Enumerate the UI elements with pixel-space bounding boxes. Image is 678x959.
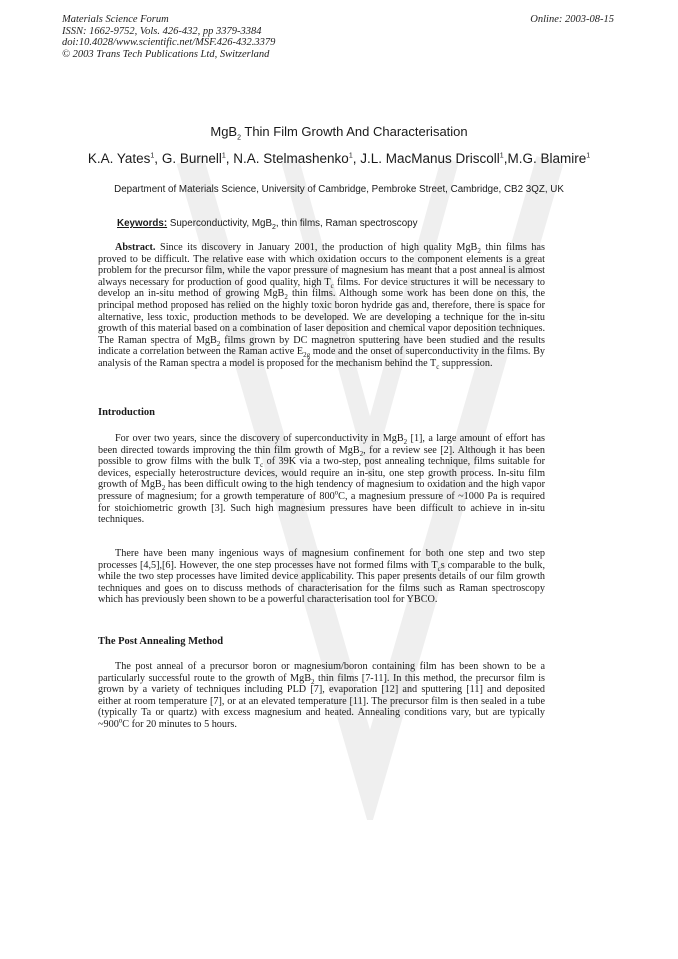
doi-link[interactable]: doi:10.4028/www.scientific.net/MSF.426-432.3379	[62, 37, 276, 48]
issn-line: ISSN: 1662-9752, Vols. 426-432, pp 3379-3384	[62, 25, 262, 37]
author-name: K.A. Yates$^1$	[87, 151, 155, 166]
journal-name: Materials Science Forum	[62, 14, 169, 25]
introduction-paragraph: For over two years, since the discovery of superconductivity in MgB$_2$ [1], a large amount of effort has been directed towards improving the thin film growth of MgB$_2$, for a review see [2]. Although it has been possible to grow films with the bulk $T_c$ of 39K via a two-step, post annealing technique, films suitable for devices, especially heterostructure devices, would require an in-situ, one step growth process. In-situ film growth of MgB$_2$ has been difficult owing to the high tendency of magnesium to oxidation and the high vapor pressure of magnesium; for a growth temperature of 800$^o$C, a magnesium pressure of ~1000 Pa is required for stoichiometric growth [3]. Such high magnesium pressures have been difficult to achieve in in-situ techniques.	[98, 433, 546, 526]
publication-info	[62, 14, 275, 60]
abstract: Abstract. Since its discovery in January 2001, the production of high quality MgB$_2$ thin films has proved to be difficult. The relative ease with which oxidation occurs to the component elements is a great problem for the precursor film, while the vapor pressure of magnesium has meant that a post anneal is almost always necessary for production of good quality, high $T_c$ films. For device structures it will be necessary to develop an in-situ method of growing MgB$_2$ thin films. Although some work has been done on this, the principal method proposed has relied on the highly toxic boron hydride gas and, therefore, there is space for alternative, less toxic, production methods to be developed. We are developing a technique for the in-situ growth of this material based on a combination of laser deposition and chemical vapor deposition techniques. The Raman spectra of MgB$_2$ films grown by DC magnetron sputtering have been studied and the results indicate a correlation between the Raman active $E_{2g}$ mode and the onset of superconductivity in the films. By analysis of the Raman spectra a model is proposed for the mechanism behind the $T_c$ suppression.	[98, 242, 545, 371]
author-name: G. Burnell$^1$	[161, 151, 226, 166]
section-heading-introduction: Introduction	[98, 407, 155, 418]
introduction-paragraph: There have been many ingenious ways of magnesium confinement for both one step and two step processes [4,5],[6]. However, the one step processes have not formed films with $T_cs$ comparable to the bulk, while the two step processes have limited device applicability. This paper presents details of our film growth techniques and goes on to discuss methods of characterisation for the films such as Raman spectroscopy which has previously been shown to be a powerful characterisation tool for YBCO.	[98, 548, 545, 606]
affiliation: Department of Materials Science, University of Cambridge, Pembroke Street, Cambridge, CB2 3QZ, UK	[114, 184, 564, 195]
keywords-label: Keywords:	[117, 218, 168, 229]
keywords: Keywords: Superconductivity, MgB$_2$, thin films, Raman spectroscopy	[117, 218, 418, 231]
online-date: Online: 2003-08-15	[530, 14, 614, 25]
author-name: N.A. Stelmashenko$^1$	[233, 151, 353, 166]
paper-title: MgB$_2$ Thin Film Growth And Characterisation	[210, 124, 468, 142]
copyright-line: © 2003 Trans Tech Publications Ltd, Switzerland	[62, 48, 270, 60]
author-list: K.A. Yates$^1$, G. Burnell$^1$, N.A. Stelmashenko$^1$, J.L. MacManus Driscoll$^1$,M.G. Blamire$^1$	[87, 151, 591, 166]
abstract-label: Abstract.	[115, 242, 156, 253]
section-heading-post-annealing: The Post Annealing Method	[98, 636, 224, 647]
post-annealing-paragraph: The post anneal of a precursor boron or magnesium/boron containing film has been shown to be a particularly successful route to the growth of MgB$_2$ thin films [7-11]. In this method, the precursor film is grown by a variety of techniques including PLD [7], evaporation [12] and sputtering [11] and deposited either at room temperature [7], or at an elevated temperature [11]. The precursor film is then sealed in a tube (typically Ta or quartz) with excess magnesium and heated. Annealing conditions vary, but are typically ~900$^o$C for 20 minutes to 5 hours.	[98, 661, 545, 730]
author-name: M.G. Blamire$^1$	[507, 151, 591, 166]
author-name: J.L. MacManus Driscoll$^1$	[360, 151, 504, 166]
